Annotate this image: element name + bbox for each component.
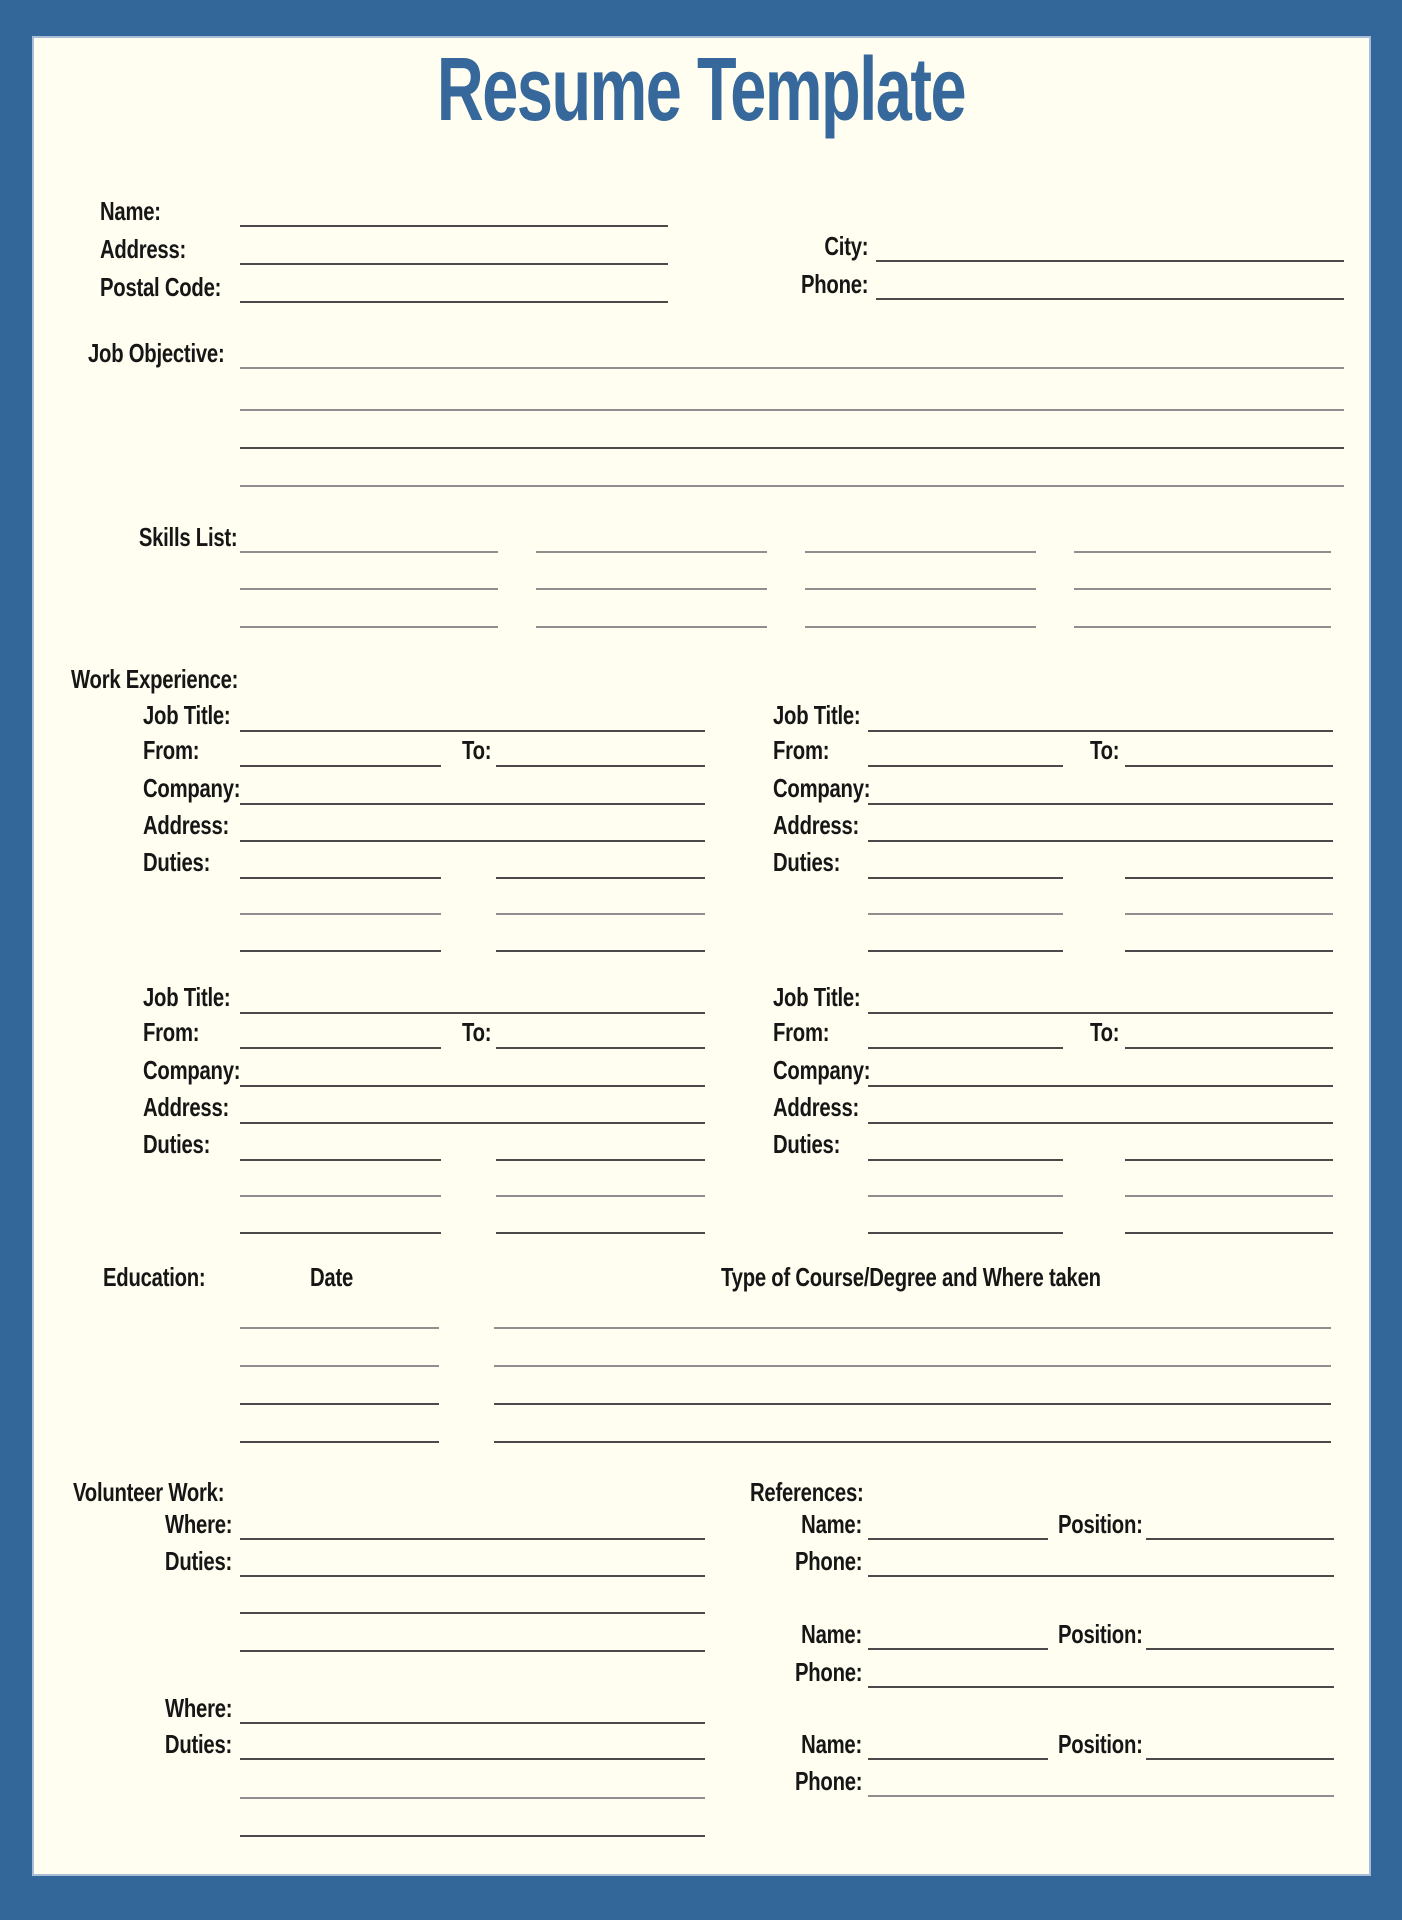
education-course-line (494, 1403, 1331, 1405)
address-line (240, 263, 668, 265)
name-line (240, 225, 668, 227)
education-course-header: Type of Course/Degree and Where taken (721, 1262, 1101, 1292)
phone-label: Phone: (800, 269, 868, 299)
duties-line (868, 913, 1063, 915)
reference-name-label: Name: (801, 1729, 862, 1759)
education-date-line (240, 1441, 439, 1443)
address-label: Address: (143, 1092, 230, 1122)
from-label: From: (143, 735, 200, 765)
city-line (876, 260, 1344, 262)
skills-line (805, 551, 1036, 553)
address-label: Address: (100, 234, 187, 264)
address-label: Address: (773, 810, 860, 840)
reference-phone-label: Phone: (794, 1657, 862, 1687)
duties-line (1125, 1232, 1333, 1234)
skills-line (240, 588, 498, 590)
duties-line (1125, 877, 1333, 879)
where-label: Where: (164, 1693, 232, 1723)
work-experience-block-2 (0, 700, 1402, 982)
education-date-line (240, 1365, 439, 1367)
education-label: Education: (103, 1262, 206, 1292)
from-line (868, 1047, 1063, 1049)
references-heading: References: (750, 1477, 864, 1507)
address-line (868, 1122, 1333, 1124)
skills-line (1074, 626, 1331, 628)
duties-line (868, 1159, 1063, 1161)
from-label: From: (773, 735, 830, 765)
address-line (868, 840, 1333, 842)
education-course-line (494, 1365, 1331, 1367)
education-date-line (240, 1327, 439, 1329)
skills-list-label: Skills List: (138, 522, 237, 552)
duties-label: Duties: (143, 1129, 211, 1159)
city-label: City: (824, 231, 868, 261)
to-label: To: (462, 735, 492, 765)
work-experience-heading: Work Experience: (71, 664, 239, 694)
objective-line (240, 485, 1344, 487)
where-line (240, 1538, 705, 1540)
skills-line (536, 551, 767, 553)
duties-line (1125, 1159, 1333, 1161)
reference-name-line (868, 1648, 1048, 1650)
education-course-line (494, 1327, 1331, 1329)
address-label: Address: (773, 1092, 860, 1122)
reference-position-line (1146, 1648, 1334, 1650)
reference-name-line (868, 1758, 1048, 1760)
to-line (1125, 765, 1333, 767)
skills-line (1074, 551, 1331, 553)
job-title-label: Job Title: (143, 982, 231, 1012)
where-line (240, 1722, 705, 1724)
reference-name-label: Name: (801, 1509, 862, 1539)
reference-position-line (1146, 1758, 1334, 1760)
reference-position-label: Position: (1058, 1729, 1143, 1759)
skills-line (240, 551, 498, 553)
name-label: Name: (100, 196, 161, 226)
skills-line (805, 588, 1036, 590)
duties-line (1125, 913, 1333, 915)
to-line (1125, 1047, 1333, 1049)
duties-line (240, 1797, 705, 1799)
company-line (868, 803, 1333, 805)
company-label: Company: (773, 773, 871, 803)
reference-position-line (1146, 1538, 1334, 1540)
reference-name-line (868, 1538, 1048, 1540)
duties-label: Duties: (164, 1546, 232, 1576)
reference-phone-line (868, 1795, 1334, 1797)
reference-phone-label: Phone: (794, 1766, 862, 1796)
from-label: From: (143, 1017, 200, 1047)
company-label: Company: (773, 1055, 871, 1085)
postal-code-line (240, 301, 668, 303)
duties-line (868, 877, 1063, 879)
where-label: Where: (164, 1509, 232, 1539)
reference-phone-line (868, 1575, 1334, 1577)
phone-line (876, 298, 1344, 300)
company-label: Company: (143, 773, 241, 803)
job-title-label: Job Title: (773, 982, 861, 1012)
duties-line (240, 1835, 705, 1837)
skills-line (536, 588, 767, 590)
reference-position-label: Position: (1058, 1509, 1143, 1539)
company-line (868, 1085, 1333, 1087)
duties-line (868, 1195, 1063, 1197)
duties-line (240, 1575, 705, 1577)
job-title-label: Job Title: (773, 700, 861, 730)
job-title-label: Job Title: (143, 700, 231, 730)
reference-phone-line (868, 1686, 1334, 1688)
postal-code-label: Postal Code: (100, 272, 222, 302)
skills-line (240, 626, 498, 628)
to-label: To: (1090, 1017, 1120, 1047)
education-date-header: Date (310, 1262, 354, 1292)
skills-line (805, 626, 1036, 628)
to-label: To: (1090, 735, 1120, 765)
job-objective-label: Job Objective: (88, 338, 225, 368)
duties-line (868, 950, 1063, 952)
duties-label: Duties: (143, 847, 211, 877)
reference-position-label: Position: (1058, 1619, 1143, 1649)
duties-line (1125, 950, 1333, 952)
to-label: To: (462, 1017, 492, 1047)
duties-label: Duties: (773, 847, 841, 877)
objective-line (240, 367, 1344, 369)
work-experience-block-4 (0, 982, 1402, 1264)
company-label: Company: (143, 1055, 241, 1085)
duties-line (240, 1650, 705, 1652)
from-line (868, 765, 1063, 767)
education-course-line (494, 1441, 1331, 1443)
duties-label: Duties: (773, 1129, 841, 1159)
duties-line (240, 1758, 705, 1760)
objective-line (240, 447, 1344, 449)
duties-line (868, 1232, 1063, 1234)
duties-line (1125, 1195, 1333, 1197)
job-title-line (868, 1012, 1333, 1014)
page-title: Resume Template (436, 40, 966, 140)
volunteer-work-heading: Volunteer Work: (73, 1477, 225, 1507)
duties-line (240, 1612, 705, 1614)
reference-name-label: Name: (801, 1619, 862, 1649)
objective-line (240, 409, 1344, 411)
address-label: Address: (143, 810, 230, 840)
skills-line (1074, 588, 1331, 590)
job-title-line (868, 730, 1333, 732)
education-date-line (240, 1403, 439, 1405)
from-label: From: (773, 1017, 830, 1047)
duties-label: Duties: (164, 1729, 232, 1759)
skills-line (536, 626, 767, 628)
reference-phone-label: Phone: (794, 1546, 862, 1576)
